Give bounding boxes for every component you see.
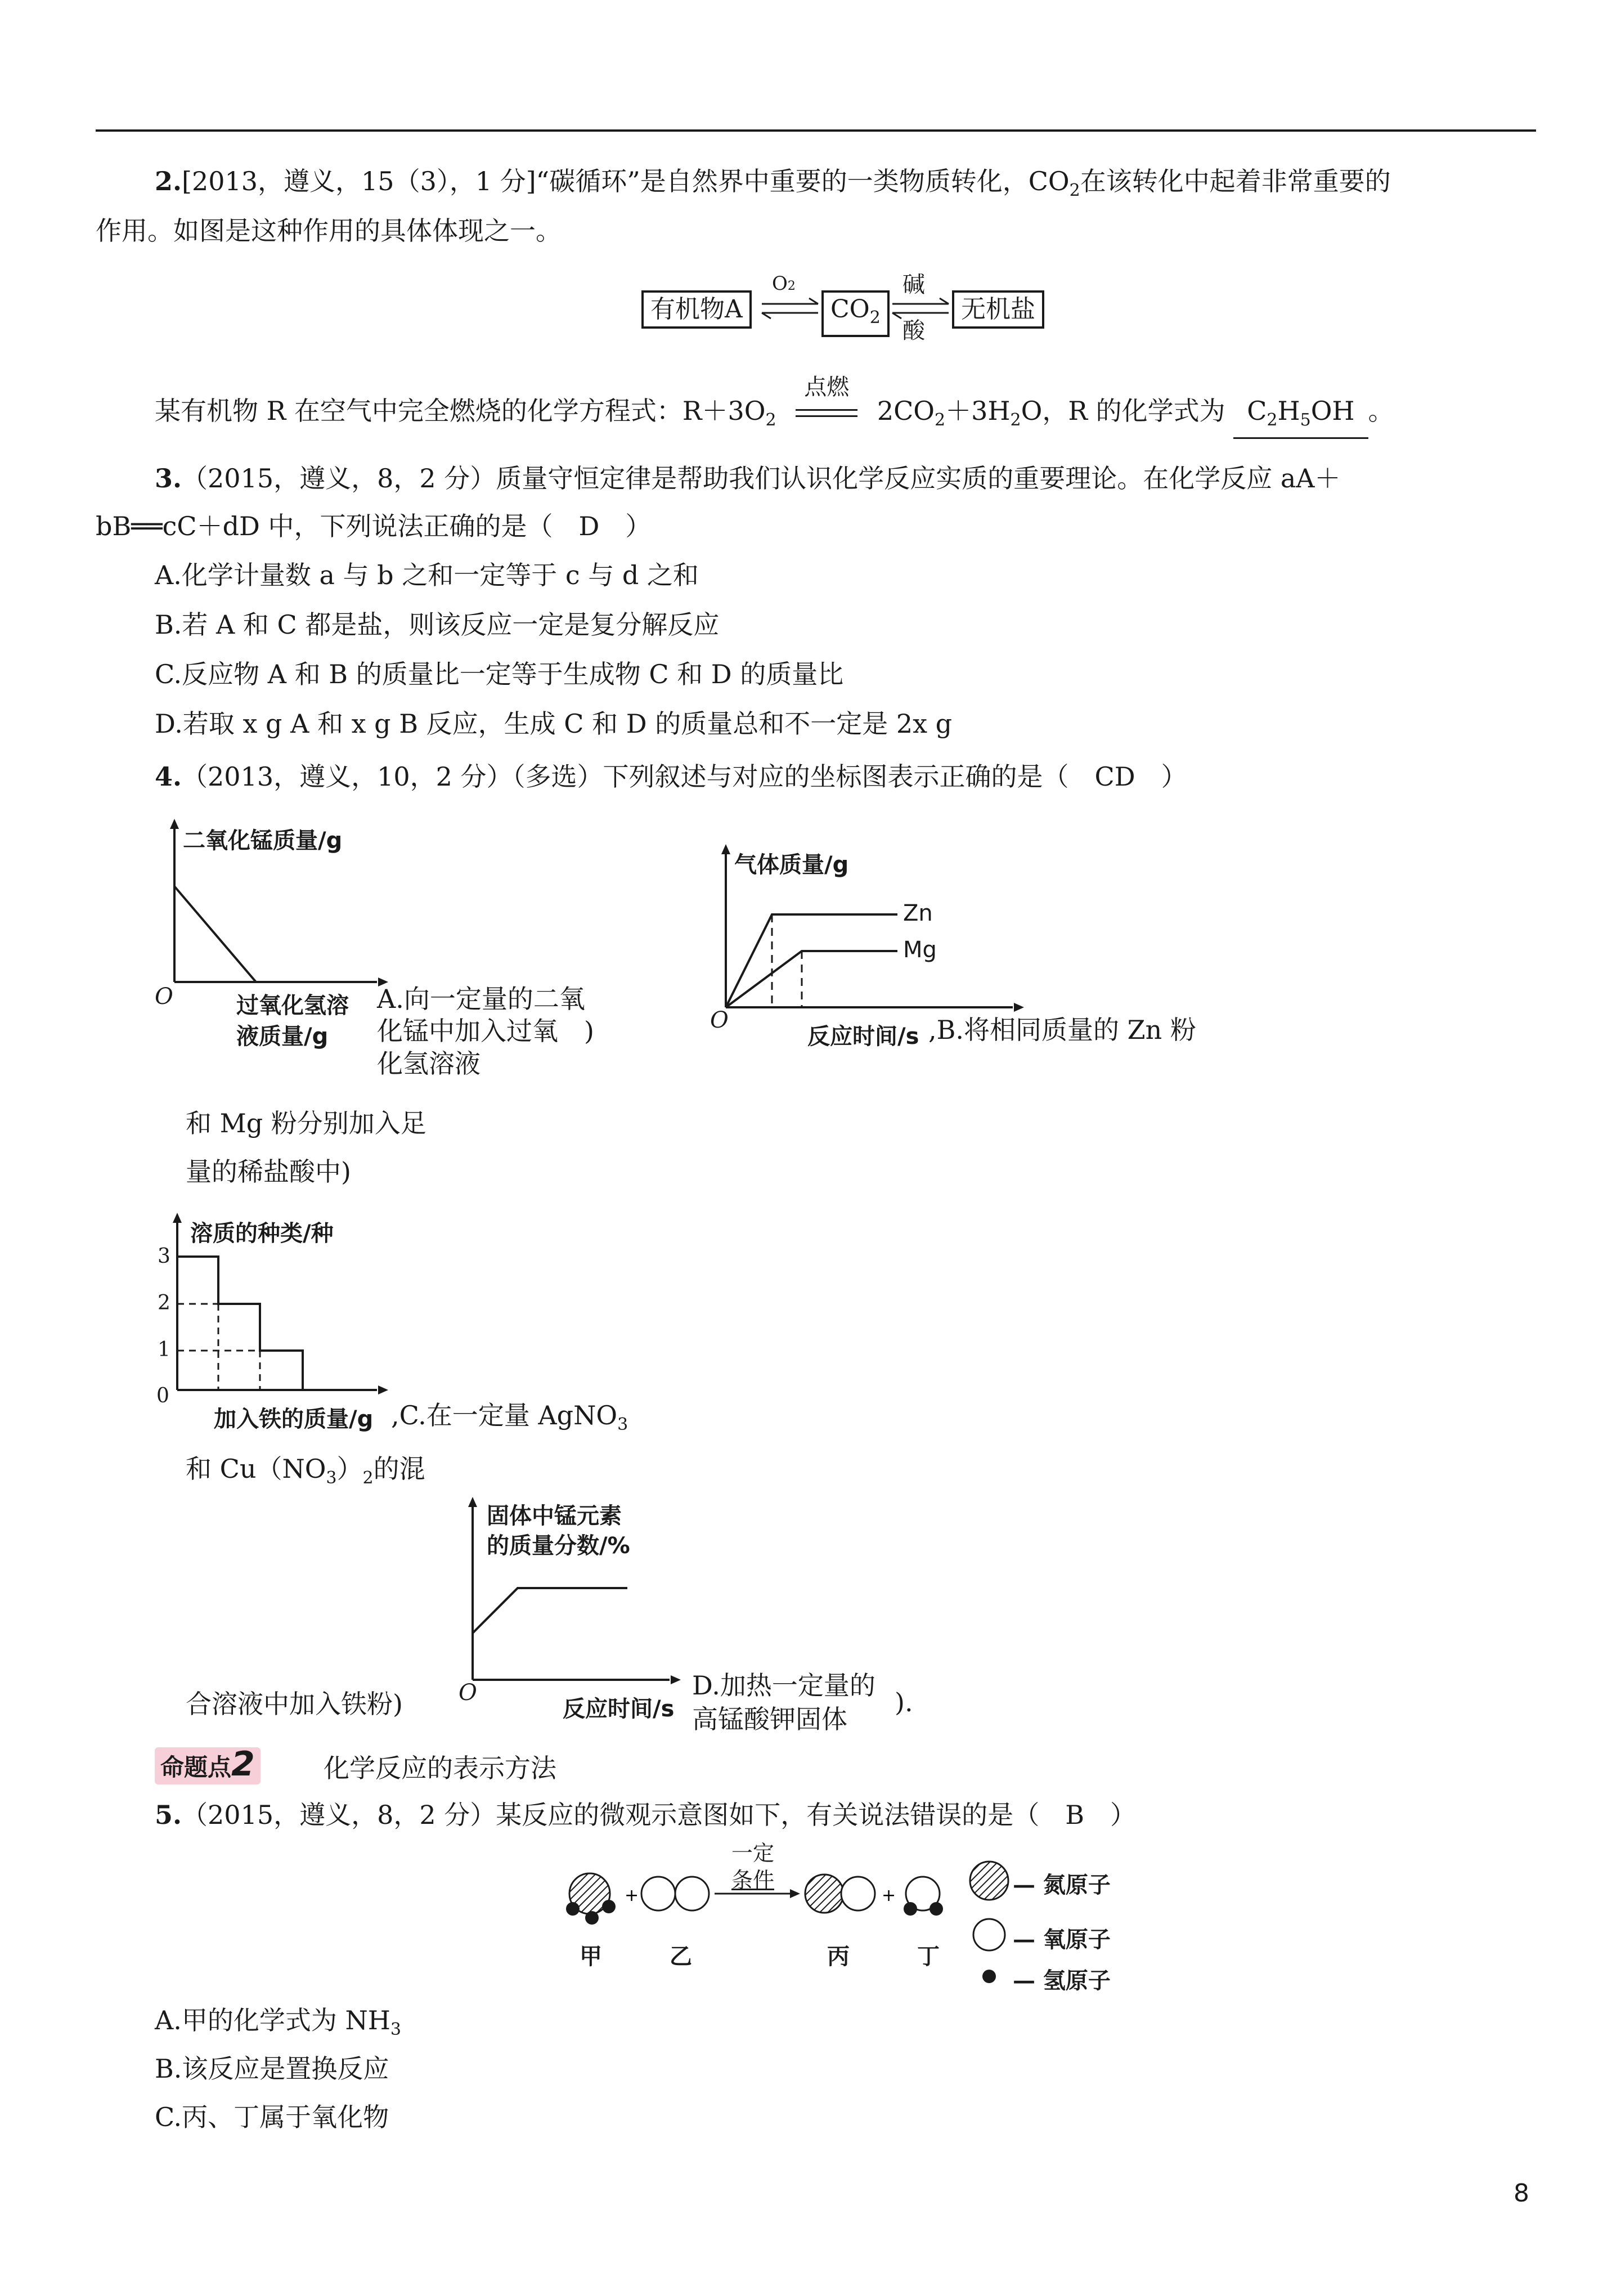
graph-a-origin: O [155,984,173,1010]
q3-option-d: D.若取 x g A 和 x g B 反应，生成 C 和 D 的质量总和不一定是 2x g [155,708,953,739]
q5-line1: 5.（2015，遵义，8，2 分）某反应的微观示意图如下，有关说法错误的是（ B ） [155,1800,1137,1830]
q4-desc-d1: D.加热一定量的 [692,1670,875,1701]
label-yi: 乙 [670,1943,692,1970]
q4-desc-a1: A.向一定量的二氧 [377,984,585,1014]
svg-text:+: + [625,1886,639,1905]
q2-line2: 作用。如图是这种作用的具体体现之一。 [96,216,562,246]
box-organic-a: 有机物A [641,290,752,329]
legend-hydrogen: — 氢原子 [1013,1967,1111,1994]
q3-option-a: A.化学计量数 a 与 b 之和一定等于 c 与 d 之和 [155,560,699,590]
graph-c-ylabel: 溶质的种类/种 [190,1221,334,1246]
q3-line2: bB══cC＋dD 中，下列说法正确的是（ D ） [96,511,652,541]
graph-b-series-mg: Mg [903,937,937,963]
cond-label-1: 一定 [731,1841,775,1866]
q4-desc-b1: ,B.将相同质量的 Zn 粉 [928,1015,1196,1045]
box-co2: $CO_2$ [821,290,890,337]
legend-symbols [962,1857,1013,1992]
q4-desc-c3: 合溶液中加入铁粉) [186,1689,403,1719]
graph-d-ylabel1: 固体中锰元素 [487,1503,622,1529]
label-ding: 丁 [917,1943,940,1970]
q4-desc-d-end: ). [895,1687,913,1717]
graph-a-xlabel1: 过氧化氢溶 [236,993,349,1019]
legend-nitrogen: — 氮原子 [1013,1872,1111,1898]
q4-desc-a2: 化锰中加入过氧 ) [377,1016,594,1046]
graph-b-ylabel: 气体质量/g [734,852,849,878]
o2-label: O2 [772,272,796,295]
graph-a-xlabel2: 液质量/g [236,1024,329,1050]
arrows-1 [760,297,821,320]
section-tag: 命题点2 [155,1747,261,1784]
graph-c-tick-2: 2 [158,1292,170,1315]
graph-c-xlabel: 加入铁的质量/g [214,1406,374,1432]
graph-a-ylabel: 二氧化锰质量/g [183,828,343,854]
q4-desc-c2: 和 $Cu(NO_3)_2$的混 [186,1454,425,1488]
graph-c-tick-3: 3 [158,1245,170,1268]
jian-label: 碱 [902,272,925,298]
graph-b-origin: O [710,1007,729,1033]
q2-line1: 2.[2013，遵义，15（3），1 分]“碳循环”是自然界中重要的一类物质转化，$CO_2$在该转化中起着非常重要的 [155,166,1391,200]
q4-desc-a3: 化氢溶液 [377,1048,481,1079]
answer-blank: $C_2H_5OH$ [1233,394,1368,439]
q3-option-b: B.若 A 和 C 都是盐，则该反应一定是复分解反应 [155,609,720,640]
q4-desc-b3: 量的稀盐酸中) [186,1156,351,1187]
graph-d-ylabel2: 的质量分数/% [487,1533,630,1559]
graph-b-xlabel: 反应时间/s [807,1024,919,1050]
q3-option-c: C.反应物 A 和 B 的质量比一定等于生成物 C 和 D 的质量比 [155,659,844,689]
label-bing: 丙 [827,1943,850,1970]
section-title: 化学反应的表示方法 [324,1753,556,1783]
dianran-label: 点燃 [804,374,850,400]
legend-oxygen: — 氧原子 [1013,1926,1111,1953]
graph-d-xlabel: 反应时间/s [563,1696,675,1722]
q2-equation: 某有机物 R 在空气中完全燃烧的化学方程式：$R+3O_2$ 点燃 $2CO_2+3H_2O$，R 的化学式为 $C_2H_5OH$ 。 [155,394,1394,439]
graph-c-tick-1: 1 [158,1338,170,1361]
cond-label-2: 条件 [731,1868,775,1893]
reaction-diagram [557,1840,1018,1986]
graph-c-tick-0: 0 [156,1384,169,1407]
q4-desc-b2: 和 Mg 粉分别加入足 [186,1108,426,1138]
q4-line1: 4.（2013，遵义，10，2 分）（多选）下列叙述与对应的坐标图表示正确的是（ CD ） [155,761,1187,792]
label-jia: 甲 [580,1943,602,1970]
page-number: 8 [1514,2179,1529,2208]
box-inorganic-salt: 无机盐 [952,290,1044,329]
q5-option-c: C.丙、丁属于氧化物 [155,2102,389,2132]
q4-desc-d2: 高锰酸钾固体 [692,1704,847,1734]
svg-text:+: + [882,1886,896,1905]
q5-option-b: B.该反应是置换反应 [155,2053,389,2084]
graph-d-origin: O [459,1680,477,1706]
q4-desc-c1: ,C.在一定量 AgNO$_3$ [391,1400,628,1434]
suan-label: 酸 [902,318,925,344]
header-rule [96,129,1536,132]
q5-option-a: A.甲的化学式为 $NH_3$ [155,2005,401,2039]
graph-b-series-zn: Zn [903,900,933,926]
q3-line1: 3.（2015，遵义，8，2 分）质量守恒定律是帮助我们认识化学反应实质的重要理论。在化学反应 aA＋ [155,463,1341,494]
